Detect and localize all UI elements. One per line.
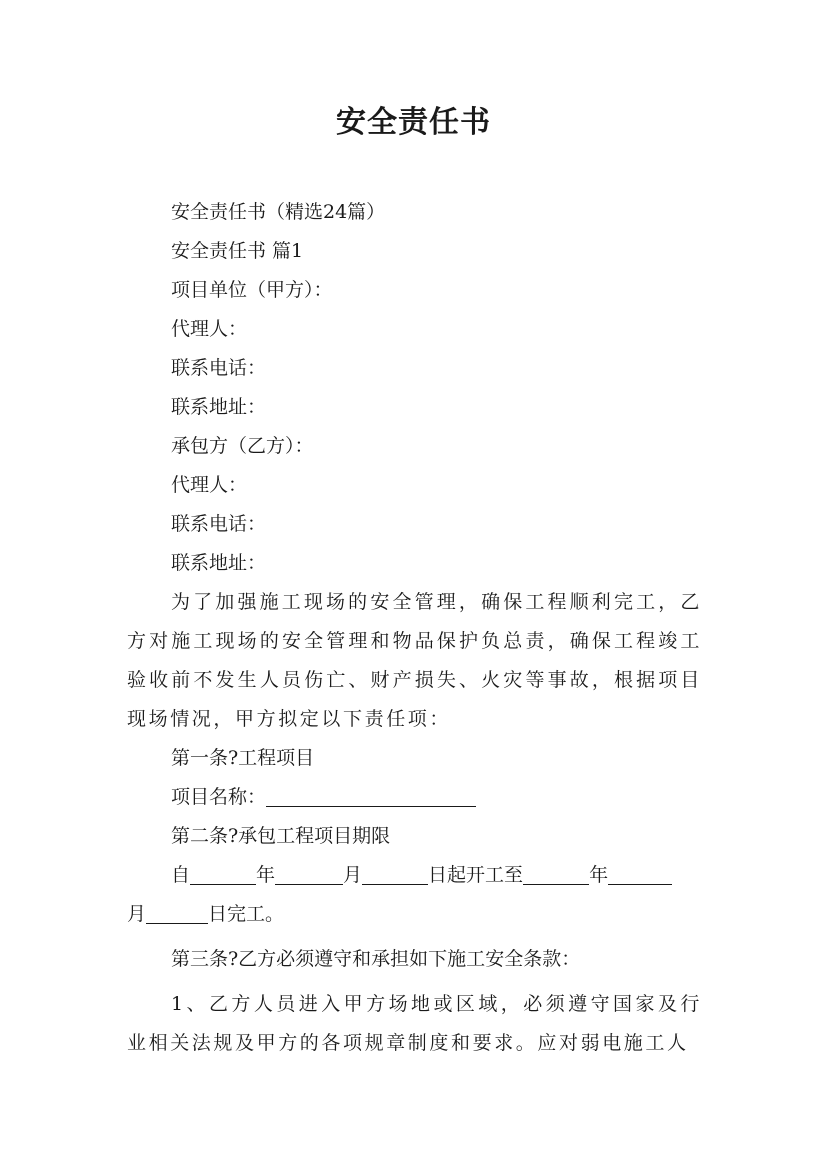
article1-heading: 第一条?工程项目 (171, 747, 315, 769)
document-title: 安全责任书 (336, 105, 491, 140)
subtitle-line: 安全责任书（精选24篇） (171, 201, 386, 223)
party-a-line: 项目单位（甲方）： (171, 279, 333, 301)
intro-paragraph: 为了加强施工现场的安全管理，确保工程顺利完工，乙方对施工现场的安全管理和物品保护负总责，确保工程竣工验收前不发生人员伤亡、财产损失、火灾等事故，根据项目现场情况，甲方拟定以下责任项： (127, 591, 702, 730)
start-year-blank (190, 862, 256, 885)
period-month2-label: 月 (127, 903, 147, 925)
period-month-label: 月 (343, 864, 363, 886)
article3-heading: 第三条?乙方必须遵守和承担如下施工安全条款： (171, 948, 581, 970)
project-name-blank (266, 784, 476, 807)
period-year-label: 年 (256, 864, 276, 886)
end-year-blank (523, 862, 589, 885)
period-line-1 (127, 856, 702, 895)
agent-a-line: 代理人： (171, 318, 248, 340)
chapter-line: 安全责任书 篇1 (171, 240, 304, 262)
end-month-blank (608, 862, 672, 885)
period-day-end-label: 日完工。 (208, 903, 285, 925)
start-month-blank (275, 862, 343, 885)
article2-heading: 第二条?承包工程项目期限 (171, 825, 391, 847)
agent-b-line: 代理人： (171, 474, 248, 496)
period-year2-label: 年 (589, 864, 609, 886)
phone-b-line: 联系电话： (171, 513, 267, 535)
address-a-line: 联系地址： (171, 396, 267, 418)
project-name-label: 项目名称： (171, 786, 267, 808)
party-b-line: 承包方（乙方）： (171, 435, 314, 457)
phone-a-line: 联系电话： (171, 357, 267, 379)
project-name-line (127, 778, 702, 817)
period-from-label: 自 (171, 864, 191, 886)
address-b-line: 联系地址： (171, 552, 267, 574)
start-day-blank (362, 862, 428, 885)
period-day-start-label: 日起开工至 (428, 864, 524, 886)
period-line-2 (127, 895, 702, 934)
document-body (127, 193, 702, 1063)
end-day-blank (146, 901, 208, 924)
clause1-paragraph: 1、乙方人员进入甲方场地或区域，必须遵守国家及行业相关法规及甲方的各项规章制度和要求。应对弱电施工人 (127, 993, 702, 1054)
